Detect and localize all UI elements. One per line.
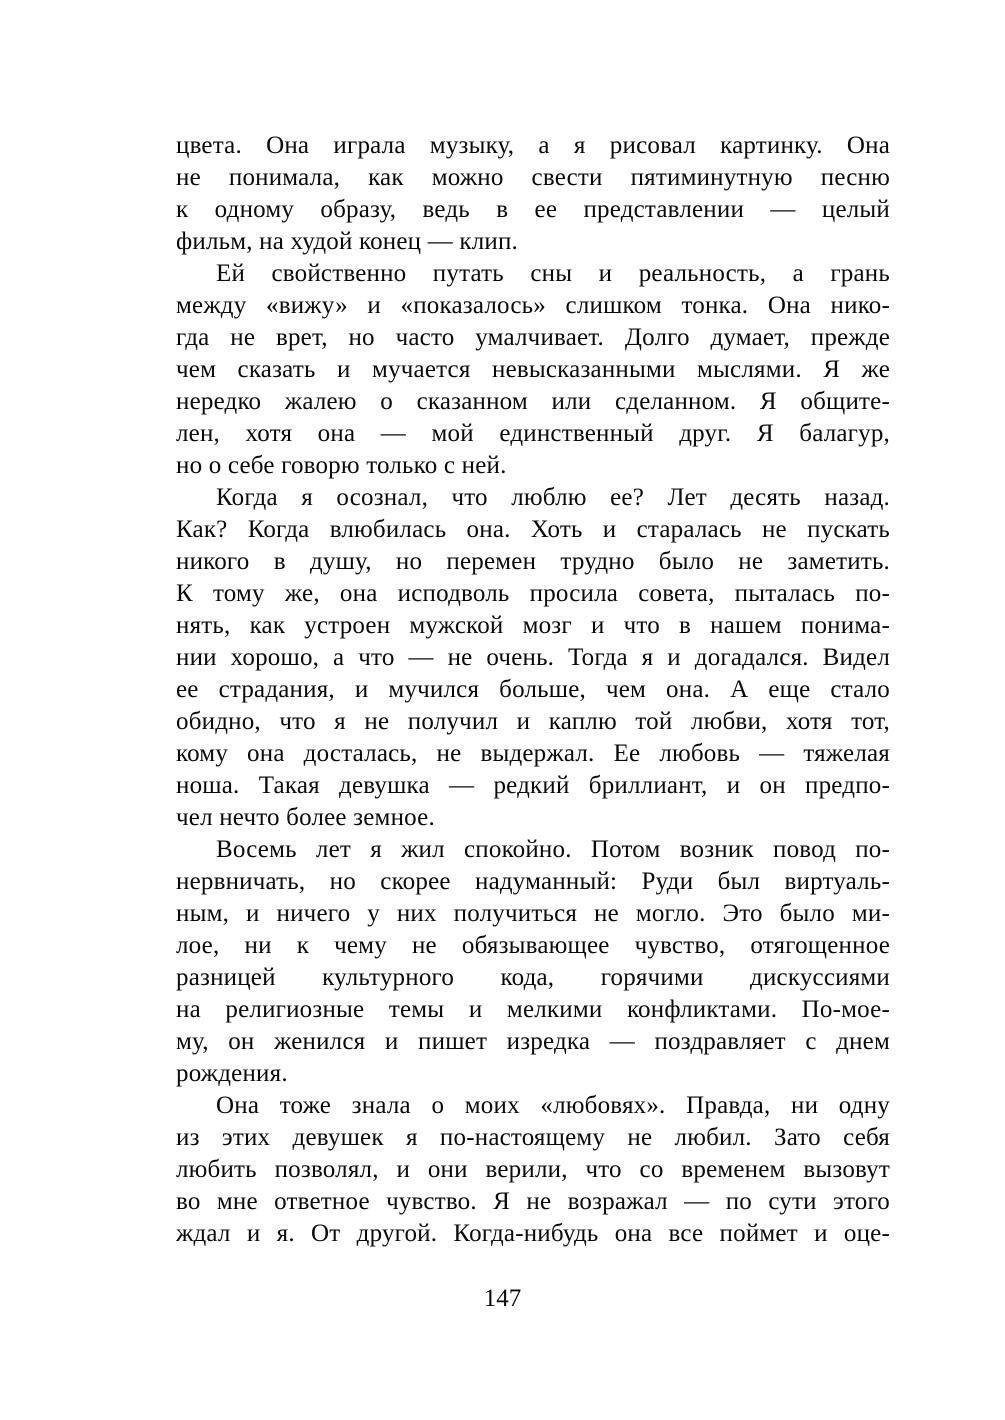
text-line: цвета. Она играла музыку, а я рисовал картинку. Она: [176, 132, 890, 159]
text-line: К тому же, она исподволь просила совета, пыталась по-: [176, 580, 890, 607]
text-line: но о себе говорю только с ней.: [176, 452, 507, 479]
paragraph: [176, 482, 890, 834]
text-line: Ей свойственно путать сны и реальность, а грань: [216, 260, 890, 287]
text-line: нередко жалею о сказанном или сделанном. Я общите-: [176, 388, 890, 415]
text-line: из этих девушек я по-настоящему не любил. Зато себя: [176, 1124, 890, 1151]
text-line: нервничать, но скорее надуманный: Руди был виртуаль-: [176, 868, 890, 895]
text-line: рождения.: [176, 1060, 288, 1087]
text-line: между «вижу» и «показалось» слишком тонка. Она нико-: [176, 292, 890, 319]
text-column: [176, 130, 890, 1250]
text-line: Когда я осознал, что люблю ее? Лет десять назад.: [216, 484, 890, 511]
text-line: фильм, на худой конец — клип.: [176, 228, 518, 255]
text-line: разницей культурного кода, горячими дискуссиями: [176, 964, 890, 991]
text-line: к одному образу, ведь в ее представлении — целый: [176, 196, 890, 223]
text-line: ным, и ничего у них получиться не могло. Это было ми-: [176, 900, 890, 927]
text-line: кому она досталась, не выдержал. Ее любовь — тяжелая: [176, 740, 890, 767]
text-line: во мне ответное чувство. Я не возражал — по сути этого: [176, 1188, 890, 1215]
text-line: Как? Когда влюбилась она. Хоть и старалась не пускать: [176, 516, 890, 543]
text-line: на религиозные темы и мелкими конфликтами. По-мое-: [176, 996, 890, 1023]
text-line: лое, ни к чему не обязывающее чувство, отягощенное: [176, 932, 890, 959]
text-line: не понимала, как можно свести пятиминутную песню: [176, 164, 890, 191]
text-line: му, он женился и пишет изредка — поздравляет с днем: [176, 1028, 890, 1055]
text-line: ноша. Такая девушка — редкий бриллиант, и он предпо-: [176, 772, 890, 799]
text-line: чел нечто более земное.: [176, 804, 435, 831]
text-line: гда не врет, но часто умалчивает. Долго думает, прежде: [176, 324, 890, 351]
text-line: чем сказать и мучается невысказанными мыслями. Я же: [176, 356, 890, 383]
text-line: ее страдания, и мучился больше, чем она. А еще стало: [176, 676, 890, 703]
text-line: любить позволял, и они верили, что со временем вызовут: [176, 1156, 890, 1183]
paragraph: [176, 1090, 890, 1250]
paragraph: [176, 834, 890, 1090]
text-line: обидно, что я не получил и каплю той любви, хотя тот,: [176, 708, 890, 735]
paragraph: [176, 258, 890, 482]
text-line: лен, хотя она — мой единственный друг. Я балагур,: [176, 420, 890, 447]
text-line: нять, как устроен мужской мозг и что в нашем понима-: [176, 612, 890, 639]
paragraph: [176, 130, 890, 258]
text-line: ждал и я. От другой. Когда-нибудь она все поймет и оце-: [176, 1220, 890, 1247]
text-line: Восемь лет я жил спокойно. Потом возник повод по-: [216, 836, 890, 863]
text-line: Она тоже знала о моих «любовях». Правда, ни одну: [216, 1092, 890, 1119]
page-number: 147: [483, 1285, 522, 1312]
text-line: нии хорошо, а что — не очень. Тогда я и догадался. Видел: [176, 644, 890, 671]
text-line: никого в душу, но перемен трудно было не заметить.: [176, 548, 890, 575]
